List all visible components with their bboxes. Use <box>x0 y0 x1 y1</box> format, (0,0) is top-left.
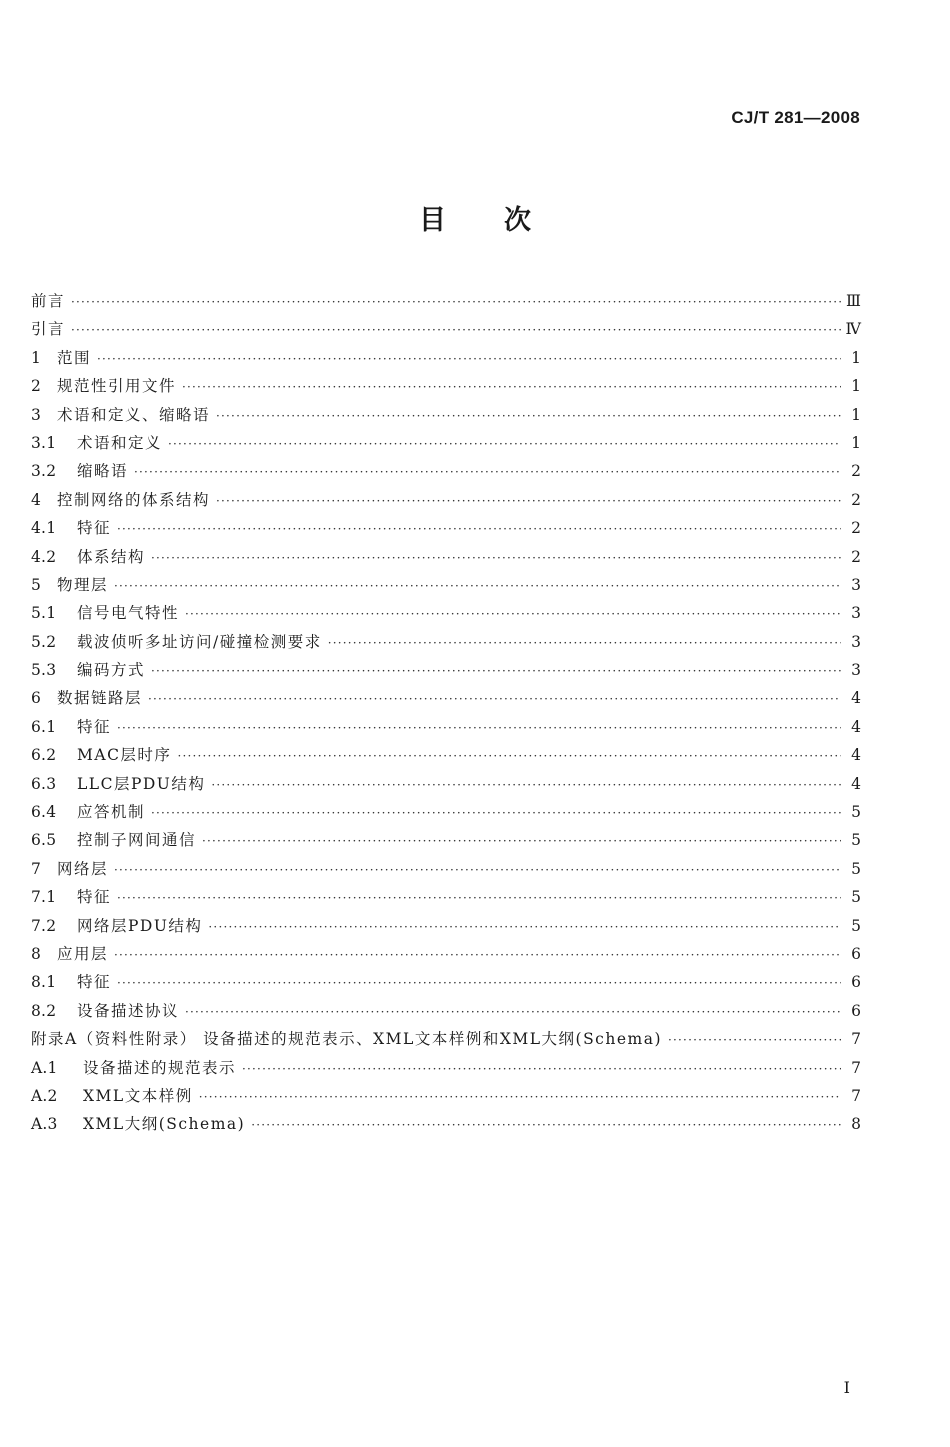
toc-leader-dots <box>148 685 841 713</box>
toc-entry-page: 2 <box>851 519 861 538</box>
toc-entry-page: 4 <box>851 746 861 765</box>
toc-entry-label: 网络层 <box>57 859 109 878</box>
toc-leader-dots <box>117 515 841 543</box>
toc-entry-page: 2 <box>851 490 861 509</box>
toc-leader-dots <box>208 913 841 941</box>
toc-entry-number: 2 <box>31 377 42 396</box>
toc-entry[interactable] <box>31 826 861 854</box>
toc-entry-label: 网络层PDU结构 <box>77 916 203 935</box>
toc-entry-label: 设备描述的规范表示 <box>83 1058 237 1077</box>
toc-leader-dots <box>242 1055 841 1083</box>
toc-leader-dots <box>328 629 841 657</box>
toc-entry-number: 6.3 <box>31 774 57 793</box>
toc-entry-page: Ⅲ <box>846 292 861 310</box>
toc-entry[interactable] <box>31 457 861 485</box>
toc-entry[interactable] <box>31 543 861 571</box>
toc-entry-label: 控制网络的体系结构 <box>57 490 211 509</box>
toc-entry-number: 5.1 <box>31 604 57 623</box>
toc-leader-dots <box>668 1026 841 1054</box>
toc-entry[interactable] <box>31 912 861 940</box>
toc-entry[interactable] <box>31 628 861 656</box>
toc-entry-label: 控制子网间通信 <box>77 831 197 850</box>
toc-entry[interactable] <box>31 344 861 372</box>
toc-leader-dots <box>151 544 841 572</box>
toc-leader-dots <box>168 430 841 458</box>
toc-entry-number: 7 <box>31 859 42 878</box>
toc-entry-label: 应用层 <box>57 944 109 963</box>
toc-leader-dots <box>117 714 841 742</box>
toc-entry-page: 6 <box>851 1001 861 1020</box>
toc-entry-page: 7 <box>851 1030 861 1049</box>
toc-entry-label: 信号电气特性 <box>77 604 180 623</box>
toc-leader-dots <box>114 856 841 884</box>
toc-entry-label: LLC层PDU结构 <box>77 774 206 793</box>
toc-leader-dots <box>114 572 841 600</box>
toc-entry[interactable] <box>31 514 861 542</box>
toc-entry-number: 7.2 <box>31 916 57 935</box>
toc-entry[interactable] <box>31 741 861 769</box>
toc-entry-number: 6.5 <box>31 831 57 850</box>
toc-entry-number: 1 <box>31 348 42 367</box>
toc-entry[interactable] <box>31 798 861 826</box>
toc-entry-label: 术语和定义、缩略语 <box>57 405 211 424</box>
toc-entry[interactable] <box>31 656 861 684</box>
toc-entry-label: 载波侦听多址访问/碰撞检测要求 <box>77 632 322 651</box>
table-of-contents <box>31 287 861 1139</box>
toc-entry-number: 3.1 <box>31 433 57 452</box>
toc-leader-dots <box>251 1111 841 1139</box>
toc-entry-page: 5 <box>851 916 861 935</box>
toc-entry[interactable] <box>31 997 861 1025</box>
toc-entry-page: 2 <box>851 462 861 481</box>
toc-leader-dots <box>97 345 841 373</box>
toc-entry-number: 6 <box>31 689 42 708</box>
toc-entry-page: 1 <box>851 377 861 396</box>
toc-entry[interactable] <box>31 599 861 627</box>
toc-entry-number: 8 <box>31 944 42 963</box>
toc-entry-label: 范围 <box>57 348 92 367</box>
toc-entry-number: 3.2 <box>31 462 57 481</box>
toc-leader-dots <box>134 458 841 486</box>
toc-entry-number: 7.1 <box>31 888 57 907</box>
toc-entry[interactable] <box>31 855 861 883</box>
toc-entry[interactable] <box>31 968 861 996</box>
toc-entry-number: 8.2 <box>31 1001 57 1020</box>
toc-entry-label: 体系结构 <box>77 547 146 566</box>
toc-entry-page: 2 <box>851 547 861 566</box>
toc-entry-label: 引言 <box>31 320 66 339</box>
toc-entry[interactable] <box>31 940 861 968</box>
toc-entry-label: 附录A（资料性附录） 设备描述的规范表示、XML文本样例和XML大纲(Schema) <box>31 1030 663 1049</box>
toc-entry-number: 6.1 <box>31 717 57 736</box>
toc-entry-label: 特征 <box>77 717 112 736</box>
toc-entry-number: 4.2 <box>31 547 57 566</box>
toc-leader-dots <box>151 657 841 685</box>
toc-entry-number: 4.1 <box>31 519 57 538</box>
toc-leader-dots <box>202 827 841 855</box>
toc-entry[interactable] <box>31 486 861 514</box>
toc-entry-label: 数据链路层 <box>57 689 143 708</box>
toc-entry-number: 6.4 <box>31 803 57 822</box>
toc-entry[interactable] <box>31 713 861 741</box>
toc-entry-label: MAC层时序 <box>77 746 172 765</box>
toc-entry-page: 5 <box>851 803 861 822</box>
toc-entry[interactable] <box>31 315 861 343</box>
toc-leader-dots <box>114 941 841 969</box>
toc-entry[interactable] <box>31 287 861 315</box>
toc-entry-label: 特征 <box>77 519 112 538</box>
toc-entry[interactable] <box>31 1054 861 1082</box>
toc-entry-label: 物理层 <box>57 575 109 594</box>
toc-entry-page: Ⅳ <box>845 320 861 339</box>
toc-entry-label: 术语和定义 <box>77 433 163 452</box>
toc-entry-label: 设备描述协议 <box>77 1001 180 1020</box>
toc-entry-label: 规范性引用文件 <box>57 377 177 396</box>
toc-entry-label: 特征 <box>77 888 112 907</box>
toc-entry-page: 4 <box>851 689 861 708</box>
toc-leader-dots <box>216 487 841 515</box>
toc-leader-dots <box>182 373 841 401</box>
toc-entry-page: 7 <box>851 1086 861 1105</box>
toc-entry-number: 5 <box>31 575 42 594</box>
toc-entry[interactable] <box>31 1025 861 1053</box>
toc-entry-page: 4 <box>851 774 861 793</box>
toc-entry[interactable] <box>31 401 861 429</box>
toc-entry-number: A.3 <box>31 1115 58 1134</box>
toc-entry[interactable] <box>31 429 861 457</box>
toc-entry-number: 8.1 <box>31 973 57 992</box>
toc-entry-number: A.1 <box>31 1058 58 1077</box>
toc-entry-label: XML大纲(Schema) <box>83 1115 246 1134</box>
toc-entry-page: 5 <box>851 831 861 850</box>
toc-entry[interactable] <box>31 372 861 400</box>
toc-entry-page: 5 <box>851 859 861 878</box>
toc-leader-dots <box>211 771 841 799</box>
standard-code: CJ/T 281—2008 <box>731 108 860 127</box>
toc-entry[interactable] <box>31 1110 861 1138</box>
toc-entry-page: 5 <box>851 888 861 907</box>
toc-entry-page: 4 <box>851 717 861 736</box>
toc-leader-dots <box>177 742 841 770</box>
toc-entry-label: 缩略语 <box>77 462 129 481</box>
toc-entry[interactable] <box>31 684 861 712</box>
toc-entry-page: 7 <box>851 1058 861 1077</box>
toc-leader-dots <box>117 969 841 997</box>
toc-entry-label: 特征 <box>77 973 112 992</box>
toc-entry-label: 前言 <box>31 292 66 310</box>
toc-entry-number: A.2 <box>31 1086 58 1105</box>
toc-entry-number: 6.2 <box>31 746 57 765</box>
page-title: 目次 <box>419 205 589 236</box>
toc-entry-page: 6 <box>851 973 861 992</box>
toc-entry-page: 8 <box>851 1115 861 1134</box>
toc-leader-dots <box>185 998 841 1026</box>
toc-entry-label: 编码方式 <box>77 661 146 680</box>
toc-entry-page: 3 <box>851 661 861 680</box>
toc-entry-label: XML文本样例 <box>83 1086 193 1105</box>
toc-leader-dots <box>185 600 841 628</box>
toc-entry-number: 4 <box>31 490 42 509</box>
toc-entry-number: 3 <box>31 405 42 424</box>
toc-entry-page: 3 <box>851 604 861 623</box>
toc-entry-page: 1 <box>851 433 861 452</box>
toc-leader-dots <box>151 799 841 827</box>
page-number: I <box>843 1378 850 1397</box>
toc-entry-number: 5.2 <box>31 632 57 651</box>
toc-entry-page: 1 <box>851 405 861 424</box>
toc-entry[interactable] <box>31 571 861 599</box>
toc-entry[interactable] <box>31 1082 861 1110</box>
toc-entry-page: 6 <box>851 944 861 963</box>
toc-leader-dots <box>117 884 841 912</box>
toc-leader-dots <box>199 1083 841 1111</box>
toc-entry[interactable] <box>31 770 861 798</box>
toc-leader-dots <box>71 288 841 316</box>
toc-entry-label: 应答机制 <box>77 803 146 822</box>
toc-entry-page: 1 <box>851 348 861 367</box>
toc-entry-page: 3 <box>851 632 861 651</box>
toc-leader-dots <box>71 316 841 344</box>
toc-entry-page: 3 <box>851 575 861 594</box>
toc-entry-number: 5.3 <box>31 661 57 680</box>
toc-leader-dots <box>216 402 841 430</box>
toc-entry[interactable] <box>31 883 861 911</box>
